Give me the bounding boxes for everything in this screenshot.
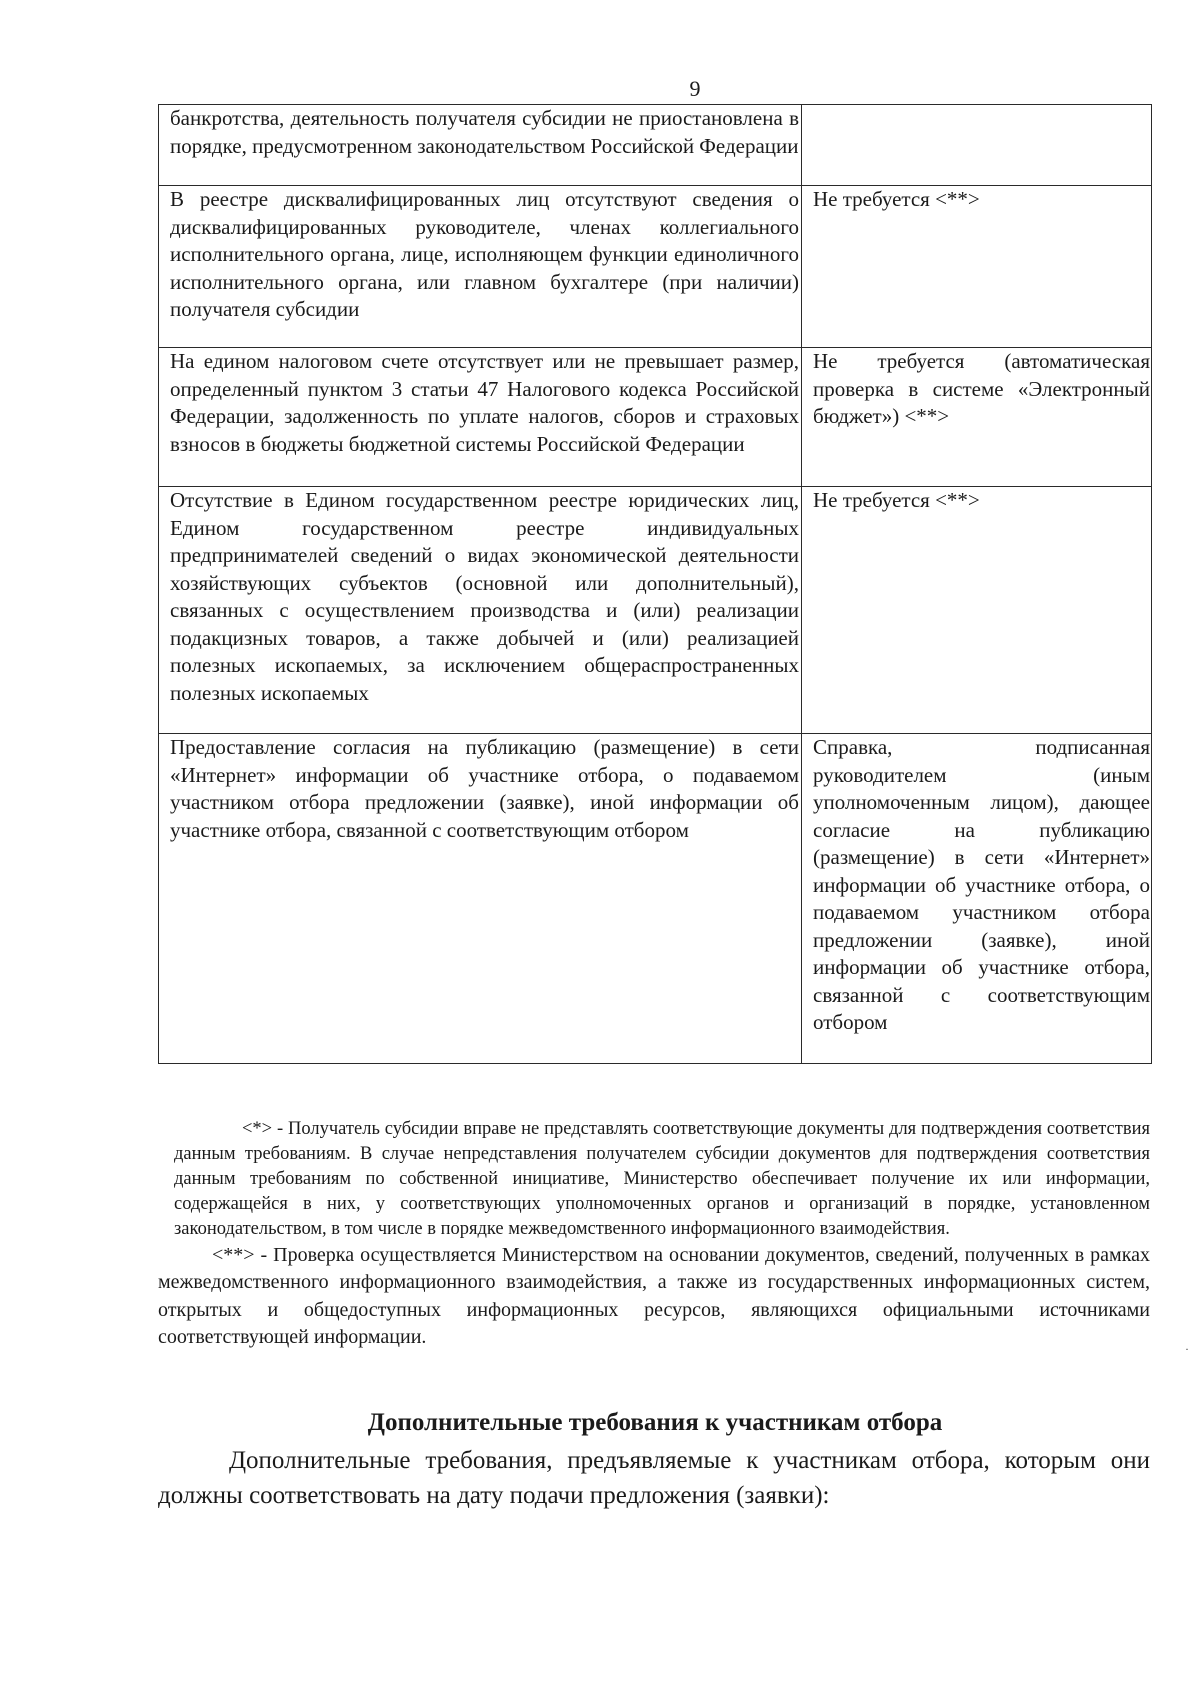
footnote-single-asterisk: <*> - Получатель субсидии вправе не представлять соответствующие документы для подтверждения соответствия данным требованиям. В случае непредставления получателем субсидии документов для подтверждения соответствия данным требованиям по собственной инициативе, Министерство обеспечивает получение их или информации, содержащейся в них, у соответствующих уполномоченных органов и организаций в порядке, установленном законодательством, в том числе в порядке межведомственного информационного взаимодействия. (174, 1119, 1150, 1239)
footnote-double-asterisk: <**> - Проверка осуществляется Министерством на основании документов, сведений, полученных в рамках межведомственного информационного взаимодействия, а также из государственных информационных систем, открытых и общедоступных информационных ресурсов, являющихся официальными источниками соответствующей информации. (158, 1244, 1150, 1348)
table-row (159, 734, 1152, 1064)
section-text: Дополнительные требования, предъявляемые к участникам отбора, которым они должны соответствовать на дату подачи предложения (заявки): (158, 1447, 1150, 1509)
requirement-cell: В реестре дисквалифицированных лиц отсутствуют сведения о дисквалифицированных руководителе, членах коллегиального исполнительного органа, лице, исполняющем функции единоличного исполнительного органа, или главном бухгалтере (при наличии) получателя субсидии (159, 186, 802, 348)
table-row (159, 348, 1152, 487)
document-cell: Не требуется (автоматическая проверка в системе «Электронный бюджет») <**> (802, 348, 1152, 487)
requirement-cell: Отсутствие в Едином государственном реестре юридических лиц, Едином государственном реестре индивидуальных предпринимателей сведений о видах экономической деятельности хозяйствующих субъектов (основной или дополнительный), связанных с осуществлением производства и (или) реализации подакцизных товаров, а также добычей и (или) реализацией полезных ископаемых, за исключением общераспространенных полезных ископаемых (159, 487, 802, 734)
document-cell: Справка, подписанная руководителем (иным уполномоченным лицом), дающее согласие на публикацию (размещение) в сети «Интернет» информации об участнике отбора, о подаваемом участником отбора предложении (заявке), иной информации об участнике отбора, связанной с соответствующим отбором (802, 734, 1152, 1064)
table-row (159, 105, 1152, 186)
requirement-cell: банкротства, деятельность получателя субсидии не приостановлена в порядке, предусмотренном законодательством Российской Федерации (159, 105, 802, 186)
table-row (159, 186, 1152, 348)
document-cell (802, 105, 1152, 186)
scan-mark: · (1185, 1342, 1189, 1356)
document-cell: Не требуется <**> (802, 487, 1152, 734)
footnotes (158, 1117, 1150, 1351)
table-row (159, 487, 1152, 734)
requirement-cell: Предоставление согласия на публикацию (размещение) в сети «Интернет» информации об участнике отбора, о подаваемом участником отбора предложении (заявке), иной информации об участнике отбора, связанной с соответствующим отбором (159, 734, 802, 1064)
requirements-table (158, 104, 1152, 1064)
page-number: 9 (689, 76, 701, 101)
document-cell: Не требуется <**> (802, 186, 1152, 348)
section-title: Дополнительные требования к участникам отбора (367, 1409, 943, 1436)
requirement-cell: На едином налоговом счете отсутствует или не превышает размер, определенный пунктом 3 статьи 47 Налогового кодекса Российской Федерации, задолженность по уплате налогов, сборов и страховых взносов в бюджеты бюджетной системы Российской Федерации (159, 348, 802, 487)
